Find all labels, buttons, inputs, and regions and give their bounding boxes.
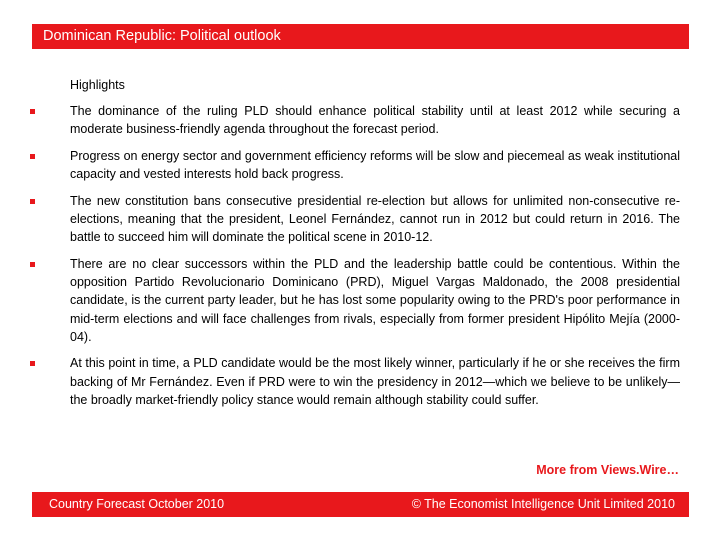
highlights-list <box>30 102 680 418</box>
list-item <box>30 255 680 346</box>
bullet-square-icon <box>30 361 35 366</box>
footer-copyright: © The Economist Intelligence Unit Limited 2010 <box>411 497 675 511</box>
title-bar <box>32 24 689 49</box>
bullet-square-icon <box>30 154 35 159</box>
list-item <box>30 354 680 409</box>
list-item-text: At this point in time, a PLD candidate would be the most likely winner, particularly if he or she receives the firm backing of Mr Fernández. Even if PRD were to win the presidency in 2012—which we believe to be unlikely—the broadly market-friendly policy stance would remain although stability could suffer. <box>70 356 680 407</box>
footer-publication: Country Forecast October 2010 <box>49 497 225 511</box>
list-item-text: There are no clear successors within the PLD and the leadership battle could be contentious. Within the opposition Partido Revolucionario Dominicano (PRD), Miguel Vargas Maldonado, the 2008 presidential candidate, is the current party leader, but he has lost some popularity owing to the PRD's poor performance in mid-term elections and will face challenges from rivals, especially from former president Hipólito Mejía (2000-04). <box>70 256 680 344</box>
list-item-text: The new constitution bans consecutive presidential re-election but allows for unlimited non-consecutive re-elections, meaning that the president, Leonel Fernández, cannot run in 2012 but could return in 2016. The battle to succeed him will dominate the political scene in 2010-12. <box>70 193 680 245</box>
page-title: Dominican Republic: Political outlook <box>43 28 281 44</box>
bullet-square-icon <box>30 199 35 204</box>
list-item-text: Progress on energy sector and government efficiency reforms will be slow and piecemeal as weak institutional capacity and vested interests hold back progress. <box>70 148 680 182</box>
list-item <box>30 192 680 247</box>
list-item <box>30 147 680 183</box>
footer-bar <box>32 492 689 517</box>
list-item <box>30 102 680 138</box>
bullet-square-icon <box>30 262 35 267</box>
list-item-text: The dominance of the ruling PLD should enhance political stability until at least 2012 while securing a moderate business-friendly agenda throughout the forecast period. <box>70 104 680 137</box>
bullet-square-icon <box>30 109 35 114</box>
more-from-viewswire-link[interactable]: More from Views.Wire… <box>536 463 679 477</box>
highlights-heading: Highlights <box>70 78 125 92</box>
